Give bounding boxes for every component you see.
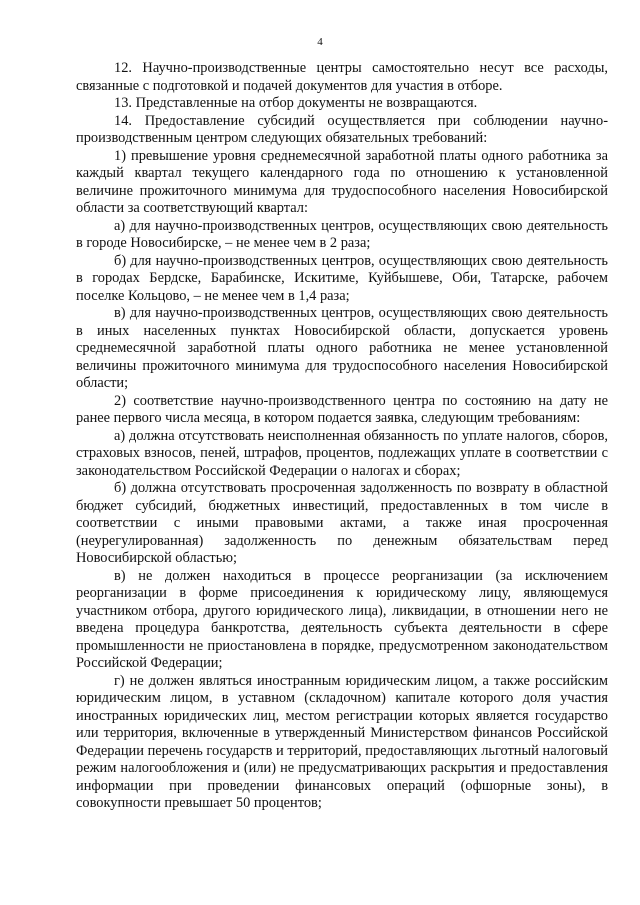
document-body [76,60,608,813]
page-number: 4 [317,36,323,48]
paragraph-12: 12. Научно-производственные центры самостоятельно несут все расходы, связанные с подготовкой и подачей документов для участия в отборе. [76,60,608,94]
paragraph-14-1-b: б) для научно-производственных центров, осуществляющих свою деятельность в городах Бердске, Барабинске, Искитиме, Куйбышеве, Оби, Татарске, рабочем поселке Кольцово, – не менее чем в 1,4 раза; [76,252,608,304]
paragraph-14-2-b: б) должна отсутствовать просроченная задолженность по возврату в областной бюджет субсидий, бюджетных инвестиций, предоставленных в том числе в соответствии с иными правовыми актами, а также иная просроченная (неурегулированная) задолженность по денежным обязательствам перед Новосибирской областью; [76,480,608,566]
paragraph-14-1-a: а) для научно-производственных центров, осуществляющих свою деятельность в городе Новосибирске, – не менее чем в 2 раза; [76,217,608,251]
paragraph-14-2-a: а) должна отсутствовать неисполненная обязанность по уплате налогов, сборов, страховых взносов, пеней, штрафов, процентов, подлежащих уплате в соответствии с законодательством Российской Федерации о налогах и сборах; [76,427,608,479]
paragraph-14: 14. Предоставление субсидий осуществляется при соблюдении научно-производственным центром следующих обязательных требований: [76,112,608,146]
paragraph-14-2-v: в) не должен находиться в процессе реорганизации (за исключением реорганизации в форме присоединения к юридическому лицу, являющемуся участником отбора, другого юридического лица), ликвидации, в отношении него не введена процедура банкротства, деятельность субъекта деятельности в сфере промышленности не приостановлена в порядке, предусмотренном законодательством Российской Федерации; [76,567,608,671]
paragraph-14-1: 1) превышение уровня среднемесячной заработной платы одного работника за каждый квартал текущего календарного года по отношению к установленной величине прожиточного минимума для трудоспособного населения Новосибирской области за соответствующий квартал: [76,147,608,216]
paragraph-14-2-g: г) не должен являться иностранным юридическим лицом, а также российским юридическим лицом, в уставном (складочном) капитале которого доля участия иностранных юридических лиц, местом регистрации которых является государство или территория, включенные в утвержденный Министерством финансов Российской Федерации перечень государств и территорий, предоставляющих льготный налоговый режим налогообложения и (или) не предусматривающих раскрытия и предоставления информации при проведении финансовых операций (офшорные зоны), в совокупности превышает 50 процентов; [76,672,608,811]
paragraph-14-2: 2) соответствие научно-производственного центра по состоянию на дату не ранее первого числа месяца, в котором подается заявка, следующим требованиям: [76,392,608,426]
paragraph-14-1-v: в) для научно-производственных центров, осуществляющих свою деятельность в иных населенных пунктах Новосибирской области, допускается уровень среднемесячной заработной платы одного работника не менее установленной величины прожиточного минимума для трудоспособного населения Новосибирской области; [76,305,608,391]
paragraph-13: 13. Представленные на отбор документы не возвращаются. [114,95,478,111]
